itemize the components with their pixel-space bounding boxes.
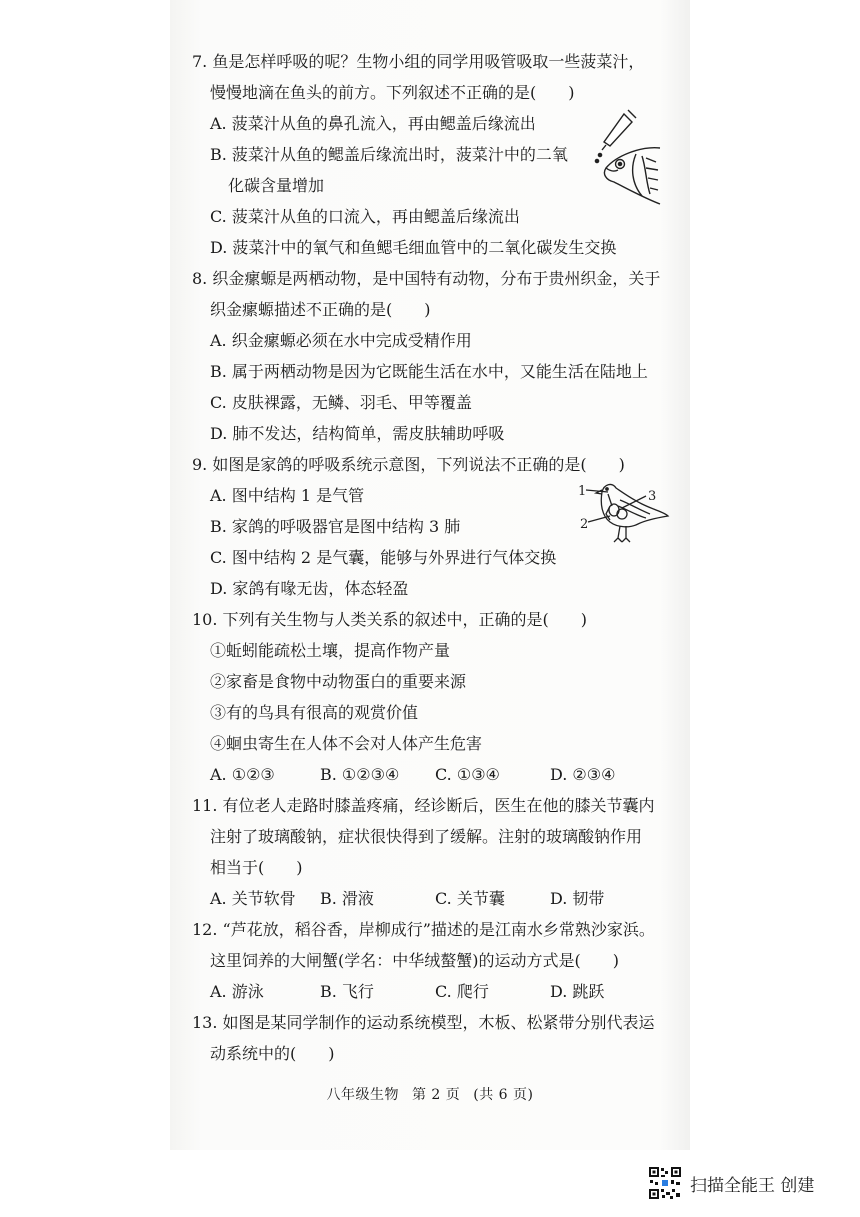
q12-option-d: D. 跳跃 (550, 982, 605, 1001)
q7-option-c: C. 菠菜汁从鱼的口流入，再由鳃盖后缘流出 (210, 207, 520, 226)
q7-stem-line1: 7. 鱼是怎样呼吸的呢？生物小组的同学用吸管吸取一些菠菜汁， (192, 52, 645, 71)
q12-stem-line1: 12. “芦花放，稻谷香，岸柳成行”描述的是江南水乡常熟沙家浜。 (192, 920, 655, 939)
q12-option-b: B. 飞行 (320, 982, 374, 1001)
q7-option-b-cont: 化碳含量增加 (228, 176, 325, 195)
question-12 (192, 914, 672, 1007)
q12-option-a: A. 游泳 (210, 982, 264, 1001)
fish-dropper-figure (580, 108, 662, 208)
q8-option-b: B. 属于两栖动物是因为它既能生活在水中，又能生活在陆地上 (210, 362, 648, 381)
question-13 (192, 1007, 672, 1069)
q8-stem-line2: 织金瘰螈描述不正确的是( ) (210, 300, 431, 319)
q10-option-a: A. ①②③ (210, 765, 275, 784)
pigeon-respiratory-figure (576, 476, 670, 546)
q11-option-c: C. 关节囊 (435, 889, 505, 908)
question-10 (192, 604, 672, 790)
qr-code-icon (648, 1166, 682, 1200)
q8-option-d: D. 肺不发达，结构简单，需皮肤辅助呼吸 (210, 424, 505, 443)
q12-option-c: C. 爬行 (435, 982, 489, 1001)
q9-stem: 9. 如图是家鸽的呼吸系统示意图，下列说法不正确的是( ) (192, 455, 625, 474)
question-11 (192, 790, 672, 914)
q8-option-c: C. 皮肤裸露，无鳞、羽毛、甲等覆盖 (210, 393, 472, 412)
q10-options (192, 759, 672, 790)
q10-statement-4: ④蛔虫寄生在人体不会对人体产生危害 (210, 734, 483, 753)
watermark-text: 扫描全能王 创建 (690, 1175, 815, 1196)
footer-total: (共 6 页) (473, 1087, 534, 1103)
q11-option-a: A. 关节软骨 (210, 889, 296, 908)
q9-option-d: D. 家鸽有喙无齿，体态轻盈 (210, 579, 409, 598)
q8-option-a: A. 织金瘰螈必须在水中完成受精作用 (210, 331, 472, 350)
q11-options (192, 883, 672, 914)
q7-option-b: B. 菠菜汁从鱼的鳃盖后缘流出时，菠菜汁中的二氧 (210, 145, 568, 164)
q9-option-a: A. 图中结构 1 是气管 (210, 486, 365, 505)
q10-statement-2: ②家畜是食物中动物蛋白的重要来源 (210, 672, 467, 691)
q13-stem-line2: 动系统中的( ) (210, 1044, 335, 1063)
pigeon-label-2: 2 (580, 517, 589, 532)
q11-stem-line2: 注射了玻璃酸钠，症状很快得到了缓解。注射的玻璃酸钠作用 (210, 827, 643, 846)
q10-statement-1: ①蚯蚓能疏松土壤，提高作物产量 (210, 641, 451, 660)
q11-stem-line1: 11. 有位老人走路时膝盖疼痛，经诊断后，医生在他的膝关节囊内 (192, 796, 655, 815)
footer-subject: 八年级生物 (326, 1087, 400, 1103)
q7-option-a: A. 菠菜汁从鱼的鼻孔流入，再由鳃盖后缘流出 (210, 114, 536, 133)
q10-option-c: C. ①③④ (435, 765, 500, 784)
q10-option-b: B. ①②③④ (320, 765, 400, 784)
q9-option-c: C. 图中结构 2 是气囊，能够与外界进行气体交换 (210, 548, 557, 567)
q11-option-d: D. 韧带 (550, 889, 605, 908)
pigeon-label-3: 3 (648, 489, 657, 504)
q8-stem-line1: 8. 织金瘰螈是两栖动物，是中国特有动物，分布于贵州织金，关于 (192, 269, 661, 288)
footer-page: 第 2 页 (411, 1087, 461, 1103)
q7-option-d: D. 菠菜汁中的氧气和鱼鳃毛细血管中的二氧化碳发生交换 (210, 238, 617, 257)
question-8 (192, 263, 672, 449)
q12-options (192, 976, 672, 1007)
q10-option-d: D. ②③④ (550, 765, 616, 784)
page-footer (0, 1084, 860, 1104)
q10-statement-3: ③有的鸟具有很高的观赏价值 (210, 703, 419, 722)
q11-stem-line3: 相当于( ) (210, 858, 303, 877)
q11-option-b: B. 滑液 (320, 889, 374, 908)
q13-stem-line1: 13. 如图是某同学制作的运动系统模型，木板、松紧带分别代表运 (192, 1013, 655, 1032)
q7-stem-line2: 慢慢地滴在鱼头的前方。下列叙述不正确的是( ) (210, 83, 575, 102)
scanner-watermark (648, 1166, 814, 1200)
q9-option-b: B. 家鸽的呼吸器官是图中结构 3 肺 (210, 517, 461, 536)
pigeon-label-1: 1 (578, 484, 587, 499)
q10-stem: 10. 下列有关生物与人类关系的叙述中，正确的是( ) (192, 610, 588, 629)
q12-stem-line2: 这里饲养的大闸蟹(学名：中华绒螯蟹)的运动方式是( ) (210, 951, 619, 970)
